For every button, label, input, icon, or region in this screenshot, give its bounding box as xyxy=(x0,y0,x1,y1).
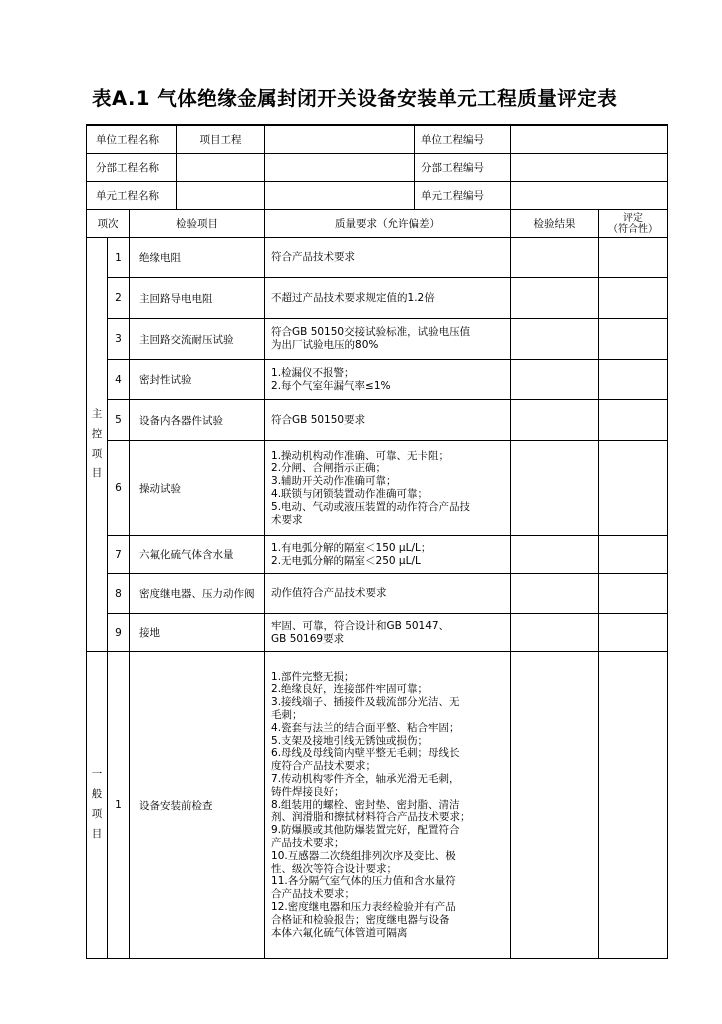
main-control-quality-requirement xyxy=(265,319,511,360)
main-control-section-char: 项 xyxy=(91,447,103,460)
main-control-section-char: 目 xyxy=(91,467,103,480)
main-control-inspection-item: 绝缘电阻 xyxy=(130,238,265,278)
main-control-row xyxy=(87,614,668,652)
main-control-result-cell[interactable] xyxy=(511,441,599,536)
requirement-line: 本体六氟化硫气体管道可隔离 xyxy=(271,926,408,939)
unit-project-code-label-value xyxy=(511,125,668,154)
requirement-line: 9.防爆膜或其他防爆装置完好，配置符合 xyxy=(271,824,460,837)
main-control-result-cell[interactable] xyxy=(511,574,599,614)
unit-project-name-label: 单位工程名称 xyxy=(96,134,159,146)
main-control-inspection-item: 操动试验 xyxy=(130,441,265,536)
element-project-name-label: 单元工程名称 xyxy=(96,190,159,202)
main-control-rating-cell[interactable] xyxy=(599,574,668,614)
requirement-line: 产品技术要求； xyxy=(271,836,345,849)
general-result-cell[interactable] xyxy=(511,652,599,959)
general-section-char: 般 xyxy=(91,788,103,801)
main-control-row xyxy=(87,400,668,441)
header-rating-line2: （符合性） xyxy=(608,223,659,235)
main-control-inspection-item: 设备内各器件试验 xyxy=(130,400,265,441)
main-control-item-no: 7 xyxy=(108,536,130,574)
requirement-line: 符合产品技术要求 xyxy=(271,251,356,264)
unit-project-name-value-extension xyxy=(265,126,414,153)
main-control-rating-cell[interactable] xyxy=(599,614,668,652)
requirement-line: 铸件焊接良好； xyxy=(271,785,345,798)
main-control-row xyxy=(87,574,668,614)
requirement-line: 2.分闸、合闸指示正确； xyxy=(271,462,387,475)
requirement-line: 2.绝缘良好，连接部件牢固可靠； xyxy=(271,683,429,696)
element-project-code-label-value xyxy=(511,182,668,210)
requirement-line: 10.互感器二次绕组排列次序及变比、极 xyxy=(271,849,456,862)
main-control-row xyxy=(87,536,668,574)
main-control-rating-cell[interactable] xyxy=(599,536,668,574)
main-control-quality-requirement xyxy=(265,360,511,400)
requirement-line: 7.传动机构零件齐全，轴承光滑无毛刺， xyxy=(271,773,460,785)
unit-project-name-value: 项目工程 xyxy=(176,126,264,153)
main-control-quality-requirement xyxy=(265,441,511,536)
main-control-item-no: 9 xyxy=(108,614,130,652)
requirement-line: 牢固、可靠，符合设计和GB 50147、 xyxy=(271,619,450,632)
main-control-row xyxy=(87,278,668,319)
main-control-item-no: 6 xyxy=(108,441,130,536)
main-control-rating-cell[interactable] xyxy=(599,278,668,319)
main-control-result-cell[interactable] xyxy=(511,536,599,574)
main-control-rating-cell[interactable] xyxy=(599,319,668,360)
requirement-line: 2.无电弧分解的隔室＜250 μL/L xyxy=(271,554,421,567)
main-control-inspection-item: 六氟化硫气体含水量 xyxy=(130,536,265,574)
general-rating-cell[interactable] xyxy=(599,652,668,959)
main-control-result-cell[interactable] xyxy=(511,360,599,400)
unit-project-name-label-cell xyxy=(87,125,265,154)
main-control-quality-requirement xyxy=(265,614,511,652)
main-control-item-no: 2 xyxy=(108,278,130,319)
element-project-code-label-cell xyxy=(265,182,511,210)
requirement-line: 术要求 xyxy=(271,513,303,526)
main-control-result-cell[interactable] xyxy=(511,278,599,319)
main-control-quality-requirement xyxy=(265,574,511,614)
general-quality-requirement xyxy=(265,652,511,959)
quality-assessment-table xyxy=(86,124,668,959)
element-project-name-value-extension xyxy=(265,182,414,209)
requirement-line: 12.密度继电器和压力表经检验并有产品 xyxy=(271,900,456,913)
element-project-name-value xyxy=(176,182,264,209)
general-item-no: 1 xyxy=(108,652,130,959)
main-control-rating-cell[interactable] xyxy=(599,238,668,278)
main-control-row xyxy=(87,319,668,360)
main-control-rating-cell[interactable] xyxy=(599,360,668,400)
requirement-line: 8.组装用的螺栓、密封垫、密封脂、清洁 xyxy=(271,798,460,811)
main-control-row xyxy=(87,360,668,400)
general-section-char: 目 xyxy=(91,827,103,840)
main-control-item-no: 8 xyxy=(108,574,130,614)
main-control-item-no: 1 xyxy=(108,238,130,278)
sub-project-name-label-cell xyxy=(87,154,265,182)
main-control-result-cell[interactable] xyxy=(511,614,599,652)
main-control-row xyxy=(87,441,668,536)
general-inspection-item: 设备安装前检查 xyxy=(130,652,265,959)
element-project-name-label-cell xyxy=(87,182,265,210)
unit-project-code-label-cell xyxy=(265,125,511,154)
requirement-line: 合产品技术要求； xyxy=(271,888,356,901)
requirement-line: 1.操动机构动作准确、可靠、无卡阻； xyxy=(271,449,450,462)
sub-project-code-label: 分部工程编号 xyxy=(414,154,510,181)
main-control-inspection-item: 主回路交流耐压试验 xyxy=(130,319,265,360)
main-control-rating-cell[interactable] xyxy=(599,441,668,536)
main-control-result-cell[interactable] xyxy=(511,319,599,360)
requirement-line: 5.支架及接地引线无锈蚀或损伤； xyxy=(271,734,429,747)
sub-project-name-label: 分部工程名称 xyxy=(96,162,159,174)
main-control-item-no: 5 xyxy=(108,400,130,441)
header-inspection-result: 检验结果 xyxy=(511,210,599,238)
main-control-result-cell[interactable] xyxy=(511,238,599,278)
requirement-line: 不超过产品技术要求规定值的1.2倍 xyxy=(271,291,435,304)
requirement-line: 4.瓷套与法兰的结合面平整、粘合牢固； xyxy=(271,721,460,734)
header-rating xyxy=(599,210,668,238)
main-control-inspection-item: 密封性试验 xyxy=(130,360,265,400)
requirement-line: 毛刺； xyxy=(271,709,303,722)
requirement-line: 2.每个气室年漏气率≤1% xyxy=(271,379,391,392)
general-row xyxy=(87,652,668,959)
main-control-result-cell[interactable] xyxy=(511,400,599,441)
requirement-line: 性、级次等符合设计要求； xyxy=(271,862,398,875)
main-control-quality-requirement xyxy=(265,238,511,278)
header-quality-requirement: 质量要求（允许偏差） xyxy=(265,210,511,238)
header-rating-line1: 评定 xyxy=(623,212,644,224)
requirement-line: 符合GB 50150交接试验标准，试验电压值 xyxy=(271,326,471,339)
general-section-char: 项 xyxy=(91,808,103,820)
sub-project-name-value xyxy=(176,154,264,181)
main-control-quality-requirement xyxy=(265,278,511,319)
main-control-item-no: 4 xyxy=(108,360,130,400)
requirement-line: 3.接线端子、插接件及载流部分光洁、无 xyxy=(271,696,460,709)
unit-project-code-label: 单位工程编号 xyxy=(414,126,510,153)
header-inspection-item: 检验项目 xyxy=(130,210,265,238)
requirement-line: 1.部件完整无损； xyxy=(271,670,355,683)
requirement-line: 动作值符合产品技术要求 xyxy=(271,587,387,600)
form-title: 表A.1 气体绝缘金属封闭开关设备安装单元工程质量评定表 xyxy=(92,87,618,110)
requirement-line: 5.电动、气动或液压装置的动作符合产品技 xyxy=(271,500,471,513)
main-control-rating-cell[interactable] xyxy=(599,400,668,441)
main-control-section-char: 控 xyxy=(91,427,103,440)
main-control-row xyxy=(87,238,668,278)
requirement-line: 3.辅助开关动作准确可靠； xyxy=(271,475,397,488)
general-section-char: 一 xyxy=(91,768,103,781)
sub-project-code-label-cell xyxy=(265,154,511,182)
main-control-item-no: 3 xyxy=(108,319,130,360)
main-control-inspection-item: 密度继电器、压力动作阀 xyxy=(130,574,265,614)
sub-project-name-value-extension xyxy=(265,154,414,181)
requirement-line: 1.检漏仪不报警； xyxy=(271,366,355,379)
main-control-section-char: 主 xyxy=(91,407,103,420)
requirement-line: 合格证和检验报告；密度继电器与设备 xyxy=(271,913,450,926)
main-control-inspection-item: 主回路导电电阻 xyxy=(130,278,265,319)
requirement-line: GB 50169要求 xyxy=(271,632,345,645)
requirement-line: 6.母线及母线筒内壁平整无毛刺；母线长 xyxy=(271,747,460,760)
main-control-section-label xyxy=(87,238,108,652)
general-section-label xyxy=(87,652,108,959)
main-control-inspection-item: 接地 xyxy=(130,614,265,652)
main-control-quality-requirement xyxy=(265,400,511,441)
requirement-line: 4.联锁与闭锁装置动作准确可靠； xyxy=(271,488,429,500)
sub-project-code-label-value xyxy=(511,154,668,182)
requirement-line: 11.各分隔气室气体的压力值和含水量符 xyxy=(271,875,456,888)
element-project-code-label: 单元工程编号 xyxy=(414,182,510,209)
requirement-line: 剂、润滑脂和擦拭材料符合产品技术要求； xyxy=(271,811,471,824)
header-item-no: 项次 xyxy=(87,210,130,238)
requirement-line: 度符合产品技术要求； xyxy=(271,760,377,773)
requirement-line: 1.有电弧分解的隔室＜150 μL/L； xyxy=(271,541,432,554)
requirement-line: 符合GB 50150要求 xyxy=(271,413,366,426)
requirement-line: 为出厂试验电压的80% xyxy=(271,339,379,351)
main-control-quality-requirement xyxy=(265,536,511,574)
